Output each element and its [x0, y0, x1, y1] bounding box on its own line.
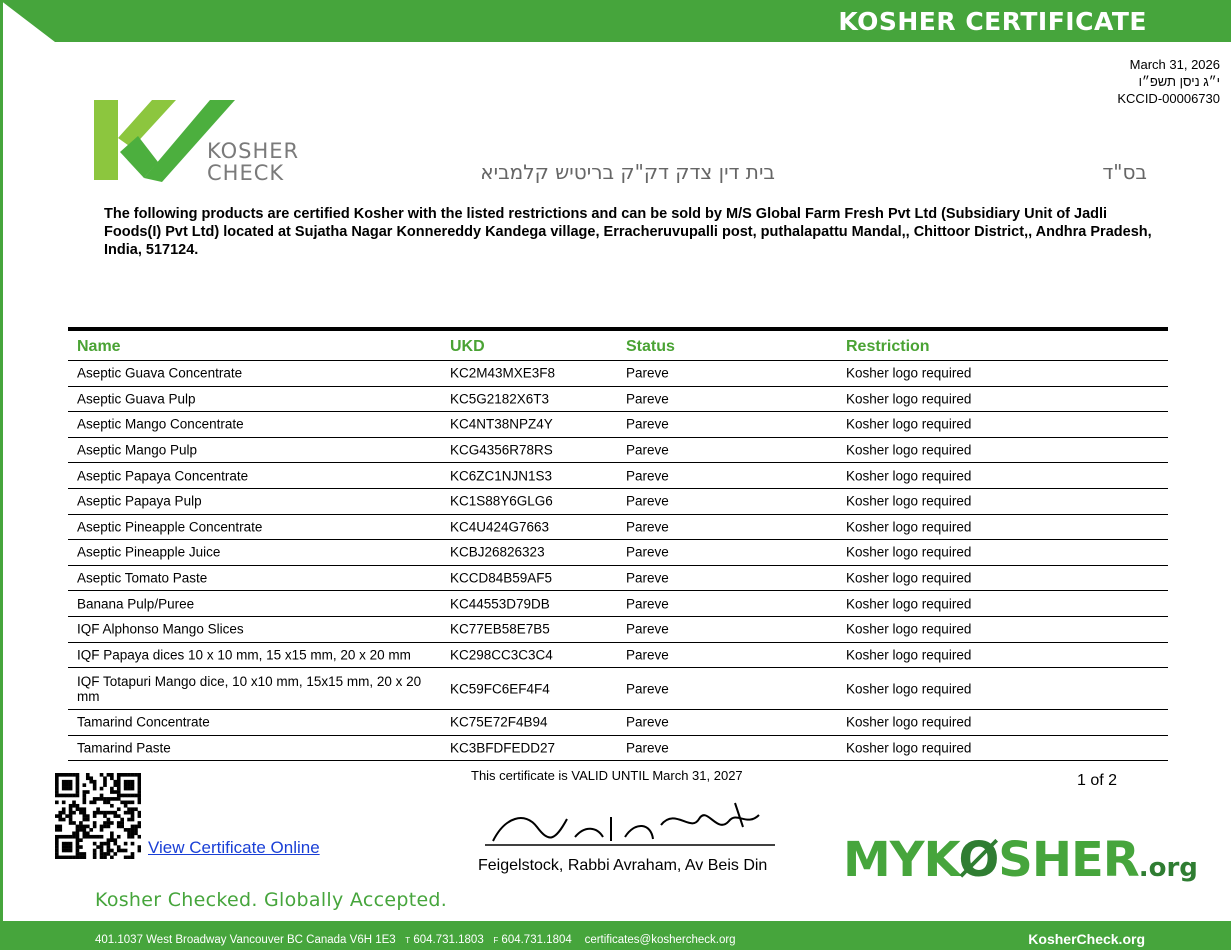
- table-row: [68, 463, 1168, 489]
- table-top-rule: [68, 327, 1168, 331]
- table-row: [68, 591, 1168, 617]
- table-row: [68, 387, 1168, 413]
- product-status: Pareve: [626, 468, 669, 484]
- product-ukd: KCG4356R78RS: [450, 442, 553, 458]
- product-ukd: KC4NT38NPZ4Y: [450, 416, 553, 432]
- brand-k: K: [923, 832, 959, 888]
- view-certificate-link[interactable]: View Certificate Online: [148, 838, 320, 857]
- product-name: Aseptic Papaya Concentrate: [77, 468, 249, 484]
- bsd-mark: בס"ד: [1102, 160, 1147, 184]
- qr-code-icon[interactable]: [55, 773, 141, 859]
- product-name: IQF Totapuri Mango dice, 10 x10 mm, 15x15 mm, 20 x 20 mm: [77, 673, 422, 704]
- table-row: [68, 710, 1168, 736]
- product-name: Aseptic Guava Pulp: [77, 391, 196, 407]
- tagline: Kosher Checked. Globally Accepted.: [95, 889, 448, 911]
- product-name: Aseptic Papaya Pulp: [77, 493, 202, 509]
- product-restriction: Kosher logo required: [846, 468, 972, 484]
- product-restriction: Kosher logo required: [846, 493, 972, 509]
- product-ukd: KC4U424G7663: [450, 519, 550, 535]
- brand-org: .org: [1138, 853, 1198, 883]
- product-restriction: Kosher logo required: [846, 714, 972, 730]
- beis-din-heading: בית דין צדק דק"ק בריטיש קלמביא: [480, 160, 775, 184]
- product-status: Pareve: [626, 714, 669, 730]
- logo-text-check: CHECK: [207, 161, 285, 185]
- product-status: Pareve: [626, 740, 669, 756]
- product-restriction: Kosher logo required: [846, 365, 972, 381]
- tel-label: T: [405, 936, 411, 945]
- product-name: Aseptic Mango Pulp: [77, 442, 198, 458]
- footer-address: 401.1037 West Broadway Vancouver BC Canada V6H 1E3: [95, 934, 396, 946]
- certificate-title: KOSHER CERTIFICATE: [838, 7, 1147, 36]
- table-row: [68, 617, 1168, 643]
- product-name: IQF Papaya dices 10 x 10 mm, 15 x15 mm, 20 x 20 mm: [77, 647, 411, 663]
- fax-label: F: [493, 936, 499, 945]
- product-ukd: KC6ZC1NJN1S3: [450, 468, 553, 484]
- logo-text-kosher: KOSHER: [207, 139, 300, 163]
- product-restriction: Kosher logo required: [846, 621, 972, 637]
- product-ukd: KC2M43MXE3F8: [450, 365, 556, 381]
- product-ukd: KC59FC6EF4F4: [450, 681, 550, 697]
- product-name: Tamarind Concentrate: [77, 714, 210, 730]
- page-number: 1 of 2: [1077, 772, 1118, 789]
- signatory-name: Feigelstock, Rabbi Avraham, Av Beis Din: [478, 857, 768, 874]
- footer-contact: [95, 934, 736, 946]
- left-border: [0, 0, 3, 950]
- product-name: Aseptic Pineapple Concentrate: [77, 519, 263, 535]
- product-status: Pareve: [626, 647, 669, 663]
- footer-phone: 604.731.1803: [413, 934, 484, 946]
- product-status: Pareve: [626, 519, 669, 535]
- table-header: [68, 333, 1168, 361]
- certification-statement: The following products are certified Kosher with the listed restrictions and can be sold by M/S Global Farm Fresh Pvt Ltd (Subsidiary Unit of Jadli Foods(I) Pvt Ltd) located at Sujatha Nagar Konnereddy Kandega village, Erracheruvupalli post, puthalapattu Mandal,, Chittoor District,, Andhra Pradesh, India, 517124.: [104, 206, 1152, 258]
- product-name: Banana Pulp/Puree: [77, 596, 195, 612]
- certificate-id: KCCID-00006730: [1117, 91, 1220, 106]
- col-header-restriction: Restriction: [846, 338, 930, 355]
- product-restriction: Kosher logo required: [846, 570, 972, 586]
- product-status: Pareve: [626, 544, 669, 560]
- product-ukd: KC298CC3C3C4: [450, 647, 553, 663]
- footer-website[interactable]: KosherCheck.org: [1028, 931, 1145, 947]
- product-restriction: Kosher logo required: [846, 442, 972, 458]
- brand-my: MY: [843, 832, 924, 888]
- product-restriction: Kosher logo required: [846, 391, 972, 407]
- product-restriction: Kosher logo required: [846, 647, 972, 663]
- table-row: [68, 412, 1168, 438]
- rabbi-signature: [485, 797, 775, 853]
- brand-o: Ø: [958, 832, 999, 888]
- col-header-name: Name: [77, 338, 121, 355]
- table-row: [68, 643, 1168, 669]
- product-ukd: KC3BFDFEDD27: [450, 740, 556, 756]
- table-row: [68, 438, 1168, 464]
- product-name: Aseptic Pineapple Juice: [77, 544, 221, 560]
- product-ukd: KC44553D79DB: [450, 596, 550, 612]
- product-status: Pareve: [626, 621, 669, 637]
- product-status: Pareve: [626, 391, 669, 407]
- product-ukd: KC1S88Y6GLG6: [450, 493, 553, 509]
- table-row: [68, 515, 1168, 541]
- product-name: IQF Alphonso Mango Slices: [77, 621, 244, 637]
- product-name: Tamarind Paste: [77, 740, 171, 756]
- table-row: [68, 736, 1168, 762]
- issue-date: March 31, 2026: [1129, 57, 1220, 72]
- product-ukd: KC5G2182X6T3: [450, 391, 550, 407]
- footer-band: [0, 921, 1231, 950]
- product-name: Aseptic Guava Concentrate: [77, 365, 243, 381]
- product-status: Pareve: [626, 681, 669, 697]
- certificate-meta: [1117, 56, 1220, 107]
- product-status: Pareve: [626, 365, 669, 381]
- product-status: Pareve: [626, 570, 669, 586]
- product-ukd: KC75E72F4B94: [450, 714, 548, 730]
- product-status: Pareve: [626, 442, 669, 458]
- products-table: [68, 361, 1168, 761]
- table-row: [68, 668, 1168, 710]
- hebrew-date: י״ג ניסן תשפ״ו: [1138, 74, 1220, 89]
- table-row: [68, 540, 1168, 566]
- table-row: [68, 566, 1168, 592]
- table-row: [68, 489, 1168, 515]
- product-ukd: KCBJ26826323: [450, 544, 545, 560]
- product-name: Aseptic Mango Concentrate: [77, 416, 244, 432]
- footer-fax: 604.731.1804: [501, 934, 572, 946]
- product-restriction: Kosher logo required: [846, 681, 972, 697]
- product-restriction: Kosher logo required: [846, 544, 972, 560]
- table-row: [68, 361, 1168, 387]
- product-ukd: KCCD84B59AF5: [450, 570, 553, 586]
- product-restriction: Kosher logo required: [846, 740, 972, 756]
- footer-email[interactable]: certificates@koshercheck.org: [584, 934, 736, 946]
- product-status: Pareve: [626, 416, 669, 432]
- validity-notice: This certificate is VALID UNTIL March 31, 2027: [471, 768, 743, 783]
- product-restriction: Kosher logo required: [846, 596, 972, 612]
- product-status: Pareve: [626, 596, 669, 612]
- brand-sher: SHER: [998, 832, 1139, 888]
- col-header-status: Status: [626, 338, 675, 355]
- product-restriction: Kosher logo required: [846, 519, 972, 535]
- mykosher-brand: [843, 832, 1198, 888]
- product-restriction: Kosher logo required: [846, 416, 972, 432]
- col-header-ukd: UKD: [450, 338, 485, 355]
- product-ukd: KC77EB58E7B5: [450, 621, 550, 637]
- product-status: Pareve: [626, 493, 669, 509]
- product-name: Aseptic Tomato Paste: [77, 570, 208, 586]
